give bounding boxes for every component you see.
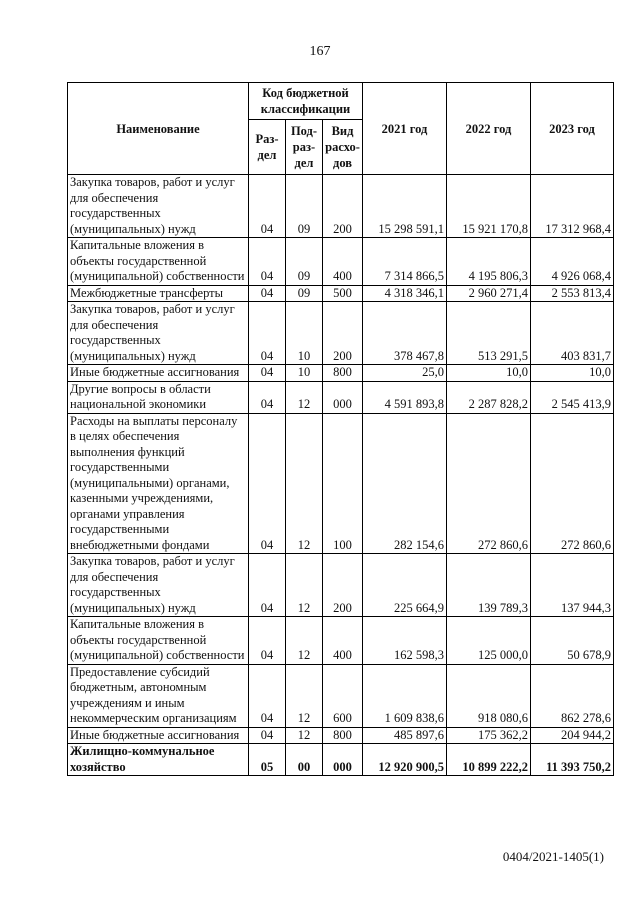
row-name-cell: Межбюджетные трансферты: [68, 285, 249, 302]
row-name-cell: Капитальные вложения в объекты государственной (муниципальной) собственности: [68, 238, 249, 286]
header-name: Наименование: [68, 83, 249, 175]
table-row: [68, 365, 614, 382]
row-razdel-cell: 04: [249, 617, 286, 665]
row-podrazdel-cell: 09: [286, 285, 323, 302]
row-2022-cell: 10,0: [447, 365, 531, 382]
row-razdel-cell: 04: [249, 554, 286, 617]
table-body: [68, 175, 614, 776]
row-podrazdel-cell: 09: [286, 238, 323, 286]
row-2023-cell: 204 944,2: [531, 727, 614, 744]
row-2021-cell: 4 318 346,1: [363, 285, 447, 302]
table-row: [68, 302, 614, 365]
row-2021-cell: 378 467,8: [363, 302, 447, 365]
row-vid-cell: 200: [323, 175, 363, 238]
row-podrazdel-cell: 10: [286, 365, 323, 382]
row-2022-cell: 513 291,5: [447, 302, 531, 365]
row-name-cell: Жилищно-коммунальное хозяйство: [68, 744, 249, 776]
row-podrazdel-cell: 12: [286, 413, 323, 554]
table-row: [68, 727, 614, 744]
row-razdel-cell: 04: [249, 175, 286, 238]
header-2023: 2023 год: [531, 83, 614, 175]
row-2022-cell: 918 080,6: [447, 664, 531, 727]
row-2022-cell: 125 000,0: [447, 617, 531, 665]
row-2023-cell: 2 545 413,9: [531, 381, 614, 413]
row-podrazdel-cell: 12: [286, 617, 323, 665]
row-name-cell: Иные бюджетные ассигнования: [68, 727, 249, 744]
table-row: [68, 413, 614, 554]
row-2021-cell: 282 154,6: [363, 413, 447, 554]
header-2021: 2021 год: [363, 83, 447, 175]
row-2023-cell: 137 944,3: [531, 554, 614, 617]
table-row: [68, 175, 614, 238]
row-vid-cell: 000: [323, 744, 363, 776]
row-2021-cell: 4 591 893,8: [363, 381, 447, 413]
row-2023-cell: 2 553 813,4: [531, 285, 614, 302]
row-2022-cell: 139 789,3: [447, 554, 531, 617]
row-vid-cell: 800: [323, 365, 363, 382]
row-2021-cell: 15 298 591,1: [363, 175, 447, 238]
row-2021-cell: 485 897,6: [363, 727, 447, 744]
row-2023-cell: 862 278,6: [531, 664, 614, 727]
row-2021-cell: 7 314 866,5: [363, 238, 447, 286]
row-podrazdel-cell: 12: [286, 664, 323, 727]
row-vid-cell: 100: [323, 413, 363, 554]
row-razdel-cell: 04: [249, 365, 286, 382]
document-code: 0404/2021-1405(1): [502, 849, 604, 864]
row-podrazdel-cell: 12: [286, 381, 323, 413]
row-2022-cell: 2 960 271,4: [447, 285, 531, 302]
row-2023-cell: 50 678,9: [531, 617, 614, 665]
table-row: [68, 664, 614, 727]
row-2021-cell: 25,0: [363, 365, 447, 382]
row-name-cell: Закупка товаров, работ и услуг для обеспечения государственных (муниципальных) нужд: [68, 175, 249, 238]
row-2021-cell: 1 609 838,6: [363, 664, 447, 727]
row-razdel-cell: 04: [249, 381, 286, 413]
header-code-group: Код бюджетной классификации: [249, 83, 363, 120]
row-2023-cell: 11 393 750,2: [531, 744, 614, 776]
row-2023-cell: 17 312 968,4: [531, 175, 614, 238]
row-razdel-cell: 04: [249, 664, 286, 727]
row-name-cell: Расходы на выплаты персоналу в целях обеспечения выполнения функций государственными (муниципальными) органами, казенными учреждениями, органами управления государственными внебюджетными фондами: [68, 413, 249, 554]
row-name-cell: Закупка товаров, работ и услуг для обеспечения государственных (муниципальных) нужд: [68, 554, 249, 617]
table-row: [68, 554, 614, 617]
page-number: 167: [309, 44, 331, 59]
row-vid-cell: 600: [323, 664, 363, 727]
row-vid-cell: 800: [323, 727, 363, 744]
row-podrazdel-cell: 00: [286, 744, 323, 776]
row-podrazdel-cell: 09: [286, 175, 323, 238]
row-2022-cell: 175 362,2: [447, 727, 531, 744]
row-2022-cell: 2 287 828,2: [447, 381, 531, 413]
table-row: [68, 744, 614, 776]
row-2022-cell: 4 195 806,3: [447, 238, 531, 286]
budget-table: [67, 82, 614, 776]
header-2022: 2022 год: [447, 83, 531, 175]
row-name-cell: Иные бюджетные ассигнования: [68, 365, 249, 382]
row-name-cell: Другие вопросы в области национальной экономики: [68, 381, 249, 413]
row-razdel-cell: 05: [249, 744, 286, 776]
table-row: [68, 238, 614, 286]
table-row: [68, 617, 614, 665]
row-name-cell: Капитальные вложения в объекты государственной (муниципальной) собственности: [68, 617, 249, 665]
row-name-cell: Предоставление субсидий бюджетным, автономным учреждениям и иным некоммерческим организациям: [68, 664, 249, 727]
row-vid-cell: 400: [323, 617, 363, 665]
row-razdel-cell: 04: [249, 413, 286, 554]
header-razdel: Раз-дел: [249, 120, 286, 175]
row-vid-cell: 000: [323, 381, 363, 413]
table-header: [68, 83, 614, 175]
row-podrazdel-cell: 10: [286, 302, 323, 365]
table-row: [68, 381, 614, 413]
row-razdel-cell: 04: [249, 285, 286, 302]
row-vid-cell: 400: [323, 238, 363, 286]
row-podrazdel-cell: 12: [286, 727, 323, 744]
row-2023-cell: 10,0: [531, 365, 614, 382]
row-2021-cell: 12 920 900,5: [363, 744, 447, 776]
row-razdel-cell: 04: [249, 302, 286, 365]
table-row: [68, 285, 614, 302]
row-2022-cell: 10 899 222,2: [447, 744, 531, 776]
row-2023-cell: 4 926 068,4: [531, 238, 614, 286]
row-2023-cell: 403 831,7: [531, 302, 614, 365]
row-razdel-cell: 04: [249, 727, 286, 744]
row-2022-cell: 272 860,6: [447, 413, 531, 554]
row-2021-cell: 162 598,3: [363, 617, 447, 665]
row-podrazdel-cell: 12: [286, 554, 323, 617]
row-name-cell: Закупка товаров, работ и услуг для обеспечения государственных (муниципальных) нужд: [68, 302, 249, 365]
row-2023-cell: 272 860,6: [531, 413, 614, 554]
header-podrazdel: Под-раз-дел: [286, 120, 323, 175]
row-vid-cell: 200: [323, 554, 363, 617]
row-2022-cell: 15 921 170,8: [447, 175, 531, 238]
row-vid-cell: 200: [323, 302, 363, 365]
row-vid-cell: 500: [323, 285, 363, 302]
row-2021-cell: 225 664,9: [363, 554, 447, 617]
row-razdel-cell: 04: [249, 238, 286, 286]
header-vid: Вид расхо-дов: [323, 120, 363, 175]
